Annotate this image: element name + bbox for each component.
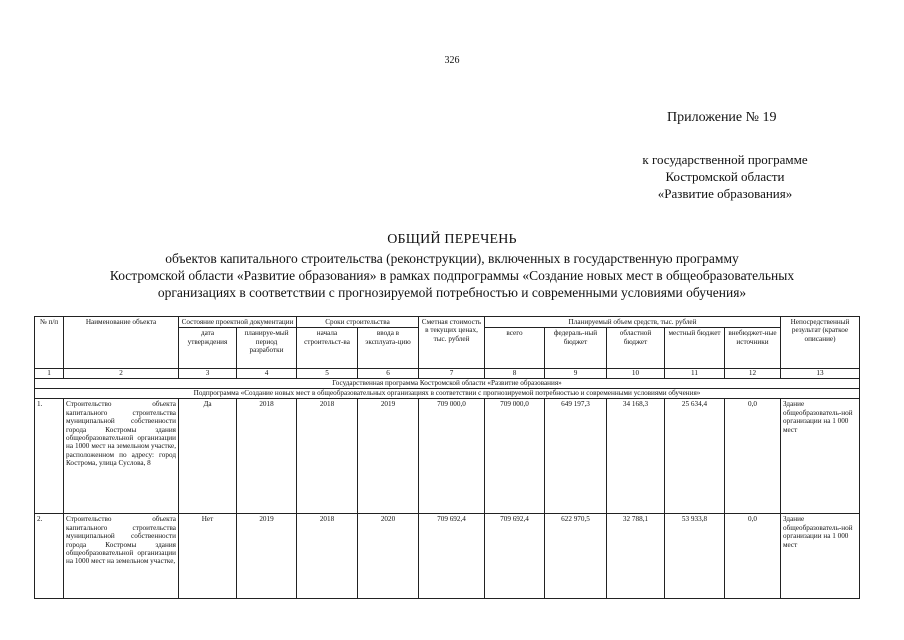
- column-number: 6: [358, 369, 419, 379]
- header-federal: федераль-ный бюджет: [545, 328, 607, 369]
- appendix-label: Приложение № 19: [667, 110, 777, 125]
- table-row: [35, 514, 860, 599]
- column-number: 1: [35, 369, 64, 379]
- header-result: Непосредственный результат (краткое описание): [781, 317, 860, 369]
- header-local: местный бюджет: [665, 328, 725, 369]
- header-num: № п/п: [35, 317, 64, 369]
- column-number: 2: [64, 369, 179, 379]
- program-row: [35, 379, 860, 389]
- document-subtitle: [30, 250, 874, 301]
- objects-table: [34, 316, 860, 599]
- program-row-label: Государственная программа Костромской области «Развитие образования»: [35, 379, 860, 389]
- row-local: 53 933,8: [665, 514, 725, 599]
- row-federal: 622 970,5: [545, 514, 607, 599]
- table-row: [35, 399, 860, 514]
- header-terms: Сроки строительства: [297, 317, 419, 328]
- row-num: 1.: [35, 399, 64, 514]
- header-regional: областной бюджет: [607, 328, 665, 369]
- row-end: 2020: [358, 514, 419, 599]
- row-result: Здание общеобразователь-ной организации на 1 000 мест: [781, 514, 860, 599]
- row-result: Здание общеобразователь-ной организации на 1 000 мест: [781, 399, 860, 514]
- row-num: 2.: [35, 514, 64, 599]
- row-cost: 709 000,0: [419, 399, 485, 514]
- program-ref-line: Костромской области: [665, 169, 785, 184]
- header-name: Наименование объекта: [64, 317, 179, 369]
- row-name: Строительство объекта капитального строительства муниципальной собственности города Костромы здания общеобразовательной организации на 1000 мест на земельном участке,: [64, 514, 179, 599]
- row-regional: 32 788,1: [607, 514, 665, 599]
- row-approval: Нет: [179, 514, 237, 599]
- column-number: 13: [781, 369, 860, 379]
- page-number: 326: [444, 55, 460, 66]
- column-number: 9: [545, 369, 607, 379]
- header-row: [35, 317, 860, 328]
- subtitle-line: Костромской области «Развитие образования» в рамках подпрограммы «Создание новых мест в общеобразовательных: [109, 268, 795, 283]
- header-total: всего: [485, 328, 545, 369]
- subprogram-row-label: Подпрограмма «Создание новых мест в общеобразовательных организациях в соответствии с прогнозируемой потребностью и современными условиями обучения»: [35, 389, 860, 399]
- row-end: 2019: [358, 399, 419, 514]
- header-extrabudget: внебюджет-ные источники: [725, 328, 781, 369]
- header-start: начала строительст-ва: [297, 328, 358, 369]
- header-commissioning: ввода в эксплуата-цию: [358, 328, 419, 369]
- row-total: 709 692,4: [485, 514, 545, 599]
- program-ref-line: «Развитие образования»: [657, 186, 793, 201]
- row-approval: Да: [179, 399, 237, 514]
- row-regional: 34 168,3: [607, 399, 665, 514]
- column-number: 3: [179, 369, 237, 379]
- header-design-status: Состояние проектной документации: [179, 317, 297, 328]
- column-number: 4: [237, 369, 297, 379]
- header-planned-period: планируе-мый период разработки: [237, 328, 297, 369]
- column-number: 12: [725, 369, 781, 379]
- column-numbers-row: [35, 369, 860, 379]
- header-approval-date: дата утверждения: [179, 328, 237, 369]
- row-cost: 709 692,4: [419, 514, 485, 599]
- subprogram-row: [35, 389, 860, 399]
- row-local: 25 634,4: [665, 399, 725, 514]
- row-total: 709 000,0: [485, 399, 545, 514]
- column-number: 7: [419, 369, 485, 379]
- column-number: 10: [607, 369, 665, 379]
- row-period: 2018: [237, 399, 297, 514]
- row-period: 2019: [237, 514, 297, 599]
- program-ref-line: к государственной программе: [642, 152, 808, 167]
- document-title: ОБЩИЙ ПЕРЕЧЕНЬ: [387, 232, 517, 247]
- column-number: 8: [485, 369, 545, 379]
- row-federal: 649 197,3: [545, 399, 607, 514]
- row-start: 2018: [297, 399, 358, 514]
- header-funding: Планируемый объем средств, тыс. рублей: [485, 317, 781, 328]
- row-extra: 0,0: [725, 399, 781, 514]
- subtitle-line: объектов капитального строительства (реконструкции), включенных в государственную программу: [165, 251, 739, 266]
- row-extra: 0,0: [725, 514, 781, 599]
- program-reference: [600, 151, 850, 202]
- row-name: Строительство объекта капитального строительства муниципальной собственности города Костромы здания общеобразовательной организации на 1000 мест на земельном участке, расположенном по адресу: город Кострома, улица Суслова, 8: [64, 399, 179, 514]
- header-estimated-cost: Сметная стоимость в текущих ценах, тыс. рублей: [419, 317, 485, 369]
- subtitle-line: организациях в соответствии с прогнозируемой потребностью и современными условиями обучения»: [157, 285, 747, 300]
- row-start: 2018: [297, 514, 358, 599]
- column-number: 5: [297, 369, 358, 379]
- column-number: 11: [665, 369, 725, 379]
